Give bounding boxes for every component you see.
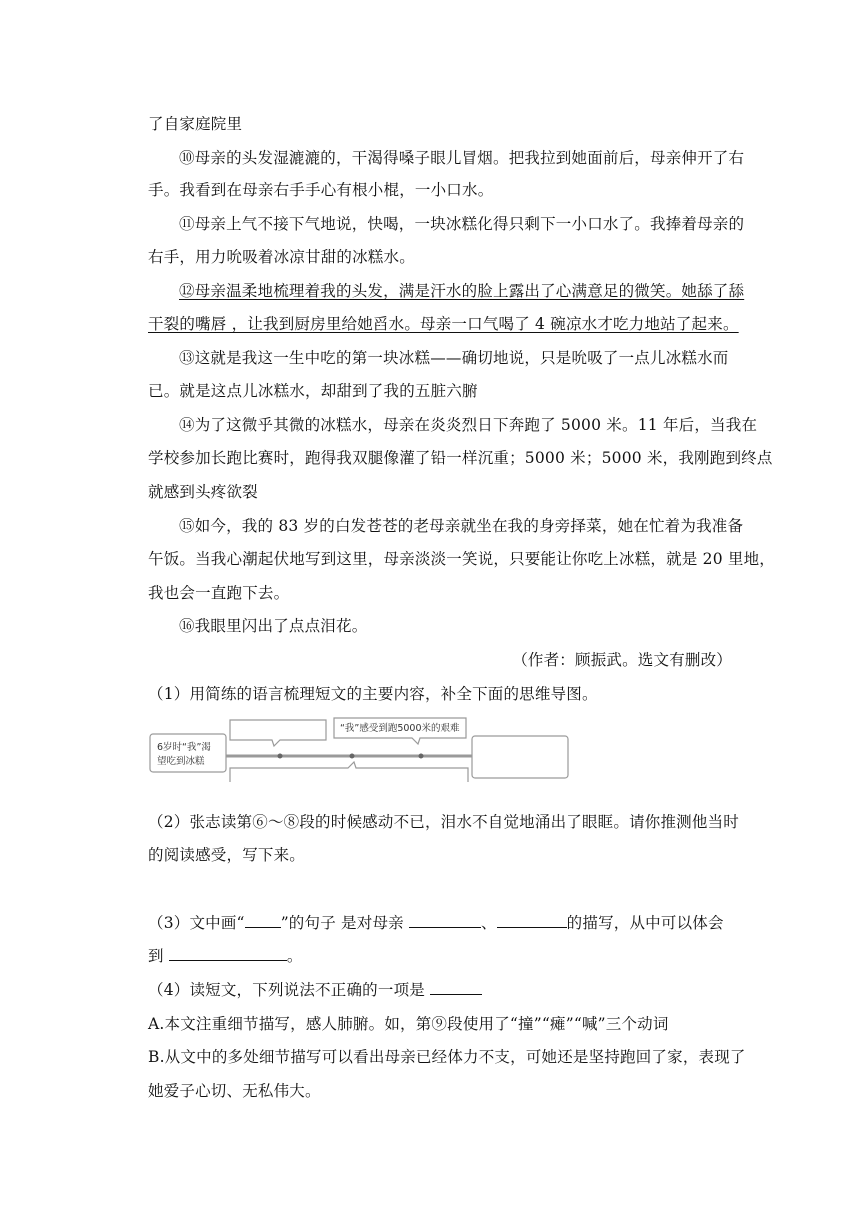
paragraph-11-line-1: ⑪母亲上气不接下气地说，快喝，一块冰糕化得只剩下一小口水了。我捧着母亲的 (179, 215, 745, 233)
paragraph-15-line-1: ⑮如今，我的 83 岁的白发苍苍的老母亲就坐在我的身旁择菜，她在忙着为我准备 (179, 517, 744, 535)
paragraph-13-line-2: 已。就是这点儿冰糕水，却甜到了我的五脏六腑 (148, 382, 478, 400)
option-b-line-2: 她爱子心切、无私伟大。 (148, 1082, 321, 1100)
mind-map-middle-label: “我”感受到跑5000米的艰难 (340, 723, 460, 734)
question-3-line-2 (148, 946, 738, 966)
mind-map (148, 712, 573, 782)
option-a: A.本文注重细节描写，感人肺腑。如，第⑨段使用了“撞”“瘫”“喊”三个动词 (148, 1015, 669, 1033)
paragraph-12-line-2: 干裂的嘴唇 ，让我到厨房里给她舀水。母亲一口气喝了 4 碗凉水才吃力地站了起来。 (148, 315, 739, 333)
question-4-text: （4）读短文，下列说法不正确的一项是 (148, 981, 431, 999)
paragraph-15-line-2: 午饭。当我心潮起伏地写到这里，母亲淡淡一笑说，只要能让你吃上冰糕，就是 20 里地， (148, 550, 775, 568)
answer-blank-4[interactable] (430, 980, 482, 995)
question-3-text-a: （3）文中画“ (148, 914, 245, 932)
question-3-line-1 (148, 913, 738, 933)
paragraph-14-line-2: 学校参加长跑比赛时，跑得我双腿像灌了铅一样沉重；5000 米；5000 米，我刚跑到终点 (148, 449, 773, 467)
text-line: 了自家庭院里 (148, 115, 243, 133)
question-2-line-1: （2）张志读第⑥～⑧段的时候感动不已，泪水不自觉地涌出了眼眶。请你推测他当时 (148, 813, 739, 831)
paragraph-12-line-1: ⑫母亲温柔地梳理着我的头发，满是汗水的脸上露出了心满意足的微笑。她舔了舔 (179, 282, 745, 300)
source-attribution: （作者：顾振武。选文有删改） (512, 651, 732, 669)
mind-map-start-line-2: 望吃到冰糕 (157, 756, 205, 767)
paragraph-14-line-3: 就感到头疼欲裂 (148, 483, 258, 501)
question-1: （1）用简练的语言梳理短文的主要内容，补全下面的思维导图。 (148, 685, 598, 703)
question-3-text-b: ”的句子 是对母亲 (280, 914, 409, 932)
answer-blank-3[interactable] (169, 946, 287, 961)
option-b-line-1: B.从文中的多处细节描写可以看出母亲已经体力不支，可她还是坚持跑回了家，表现了 (148, 1048, 746, 1066)
question-2-line-2: 的阅读感受，写下来。 (148, 846, 306, 864)
paragraph-14-line-1: ⑭为了这微乎其微的冰糕水，母亲在炎炎烈日下奔跑了 5000 米。11 年后，当我在 (179, 416, 758, 434)
mind-map-start-line-1: 6岁时“我”渴 (157, 742, 211, 753)
question-4 (148, 980, 738, 1000)
answer-blank-2[interactable] (497, 913, 567, 928)
paragraph-15-line-3: 我也会一直跑下去。 (148, 584, 290, 602)
question-3-text-c: 、 (480, 914, 497, 932)
paragraph-16-line-1: ⑯我眼里闪出了点点泪花。 (179, 617, 368, 635)
question-3-text-f: 。 (286, 947, 303, 965)
paragraph-10-line-1: ⑩母亲的头发湿漉漉的，干渴得嗓子眼儿冒烟。把我拉到她面前后，母亲伸开了右 (179, 149, 745, 167)
paragraph-10-line-2: 手。我看到在母亲右手手心有根小棍，一小口水。 (148, 181, 494, 199)
paragraph-11-line-2: 右手，用力吮吸着冰凉甘甜的冰糕水。 (148, 248, 415, 266)
paragraph-13-line-1: ⑬这就是我这一生中吃的第一块冰糕——确切地说，只是吮吸了一点儿冰糕水而 (179, 349, 729, 367)
question-3-text-e: 到 (148, 947, 169, 965)
underline-sample-blank (245, 913, 281, 928)
question-3-text-d: 的描写，从中可以体会 (566, 914, 724, 932)
answer-blank-1[interactable] (409, 913, 481, 928)
